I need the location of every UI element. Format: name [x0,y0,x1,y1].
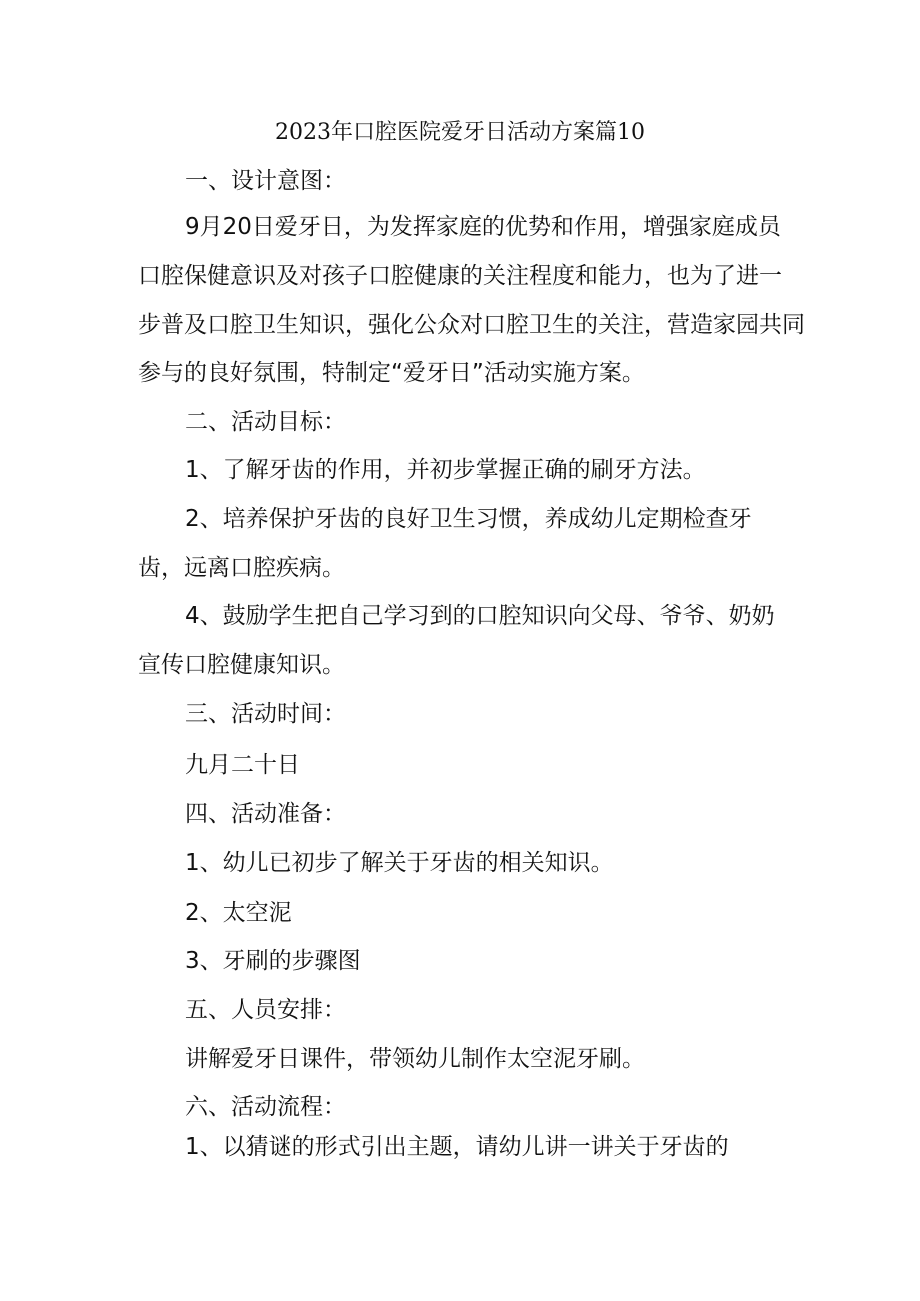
list-item: 1、幼儿已初步了解关于牙齿的相关知识。 [185,850,614,876]
heading-staff: 五、人员安排： [185,997,346,1023]
list-item: 1、以猜谜的形式引出主题，请幼儿讲一讲关于牙齿的 [185,1134,729,1160]
paragraph-line: 讲解爱牙日课件，带领幼儿制作太空泥牙刷。 [185,1046,645,1072]
paragraph-line: 9月20日爱牙日，为发挥家庭的优势和作用，增强家庭成员 [185,214,781,240]
heading-goals: 二、活动目标： [185,409,346,435]
list-item: 2、培养保护牙齿的良好卫生习惯，养成幼儿定期检查牙 [185,506,752,532]
paragraph-line: 参与的良好氛围，特制定“爱牙日”活动实施方案。 [138,360,645,386]
list-item: 4、鼓励学生把自己学习到的口腔知识向父母、爷爷、奶奶 [185,603,775,629]
list-item-continuation: 齿，远离口腔疾病。 [138,555,345,581]
heading-preparation: 四、活动准备： [185,801,346,827]
heading-design-intent: 一、设计意图： [185,168,346,194]
list-item: 3、牙刷的步骤图 [185,948,361,974]
list-item-continuation: 宣传口腔健康知识。 [138,652,345,678]
paragraph-line: 九月二十日 [185,752,300,778]
heading-process: 六、活动流程： [185,1094,346,1120]
paragraph-line: 步普及口腔卫生知识，强化公众对口腔卫生的关注，营造家园共同 [138,312,805,338]
paragraph-line: 口腔保健意识及对孩子口腔健康的关注程度和能力，也为了进一 [138,263,782,289]
heading-time: 三、活动时间： [185,701,346,727]
list-item: 1、了解牙齿的作用，并初步掌握正确的刷牙方法。 [185,457,706,483]
list-item: 2、太空泥 [185,900,292,926]
document-title: 2023年口腔医院爱牙日活动方案篇10 [275,120,645,145]
